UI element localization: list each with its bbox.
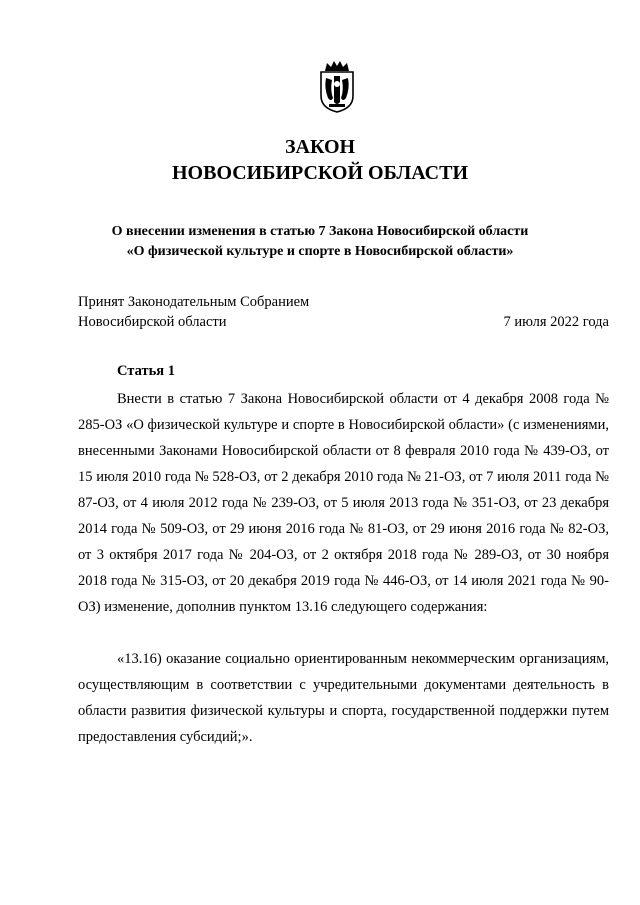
adoption-line1: Принят Законодательным Собранием [78,294,310,310]
document-subtitle-line1: О внесении изменения в статью 7 Закона Новосибирской области [111,224,529,239]
article-paragraph-1: Внести в статью 7 Закона Новосибирской области от 4 декабря 2008 года № 285-ОЗ «О физической культуре и спорте в Новосибирской области» (с изменениями, внесенными Законами Новосибирской области от 8 февраля 2010 года № 439-ОЗ, от 15 июля 2010 года № 528-ОЗ, от 2 декабря 2010 года № 21-ОЗ, от 7 июля 2011 года № 87-ОЗ, от 4 июля 2012 года № 239-ОЗ, от 5 июля 2013 года № 351-ОЗ, от 23 декабря 2014 года № 509-ОЗ, от 29 июня 2016 года № 81-ОЗ, от 29 июня 2016 года № 82-ОЗ, от 3 октября 2017 года № 204-ОЗ, от 2 октября 2018 года № 289-ОЗ, от 30 ноября 2018 года № 315-ОЗ, от 20 декабря 2019 года № 446-ОЗ, от 14 июля 2021 года № 90-ОЗ) изменение, дополнив пунктом 13.16 следующего содержания: [78,391,609,615]
document-title-line1: ЗАКОН [284,136,356,158]
adoption-line2: Новосибирской области [78,314,227,330]
adoption-date: 7 июля 2022 года [503,314,609,330]
document-subtitle-line2: «О физической культуре и спорте в Новосибирской области» [126,244,514,259]
article-paragraph-2: «13.16) оказание социально ориентированным некоммерческим организациям, осуществляющим в соответствии с учредительными документами деятельность в области развития физической культуры и спорта, государственной поддержки путем предоставления субсидий;». [78,651,609,745]
novosibirsk-coat-of-arms-icon [315,58,359,114]
article-heading: Статья 1 [117,363,175,379]
document-title-line2: НОВОСИБИРСКОЙ ОБЛАСТИ [171,162,469,184]
